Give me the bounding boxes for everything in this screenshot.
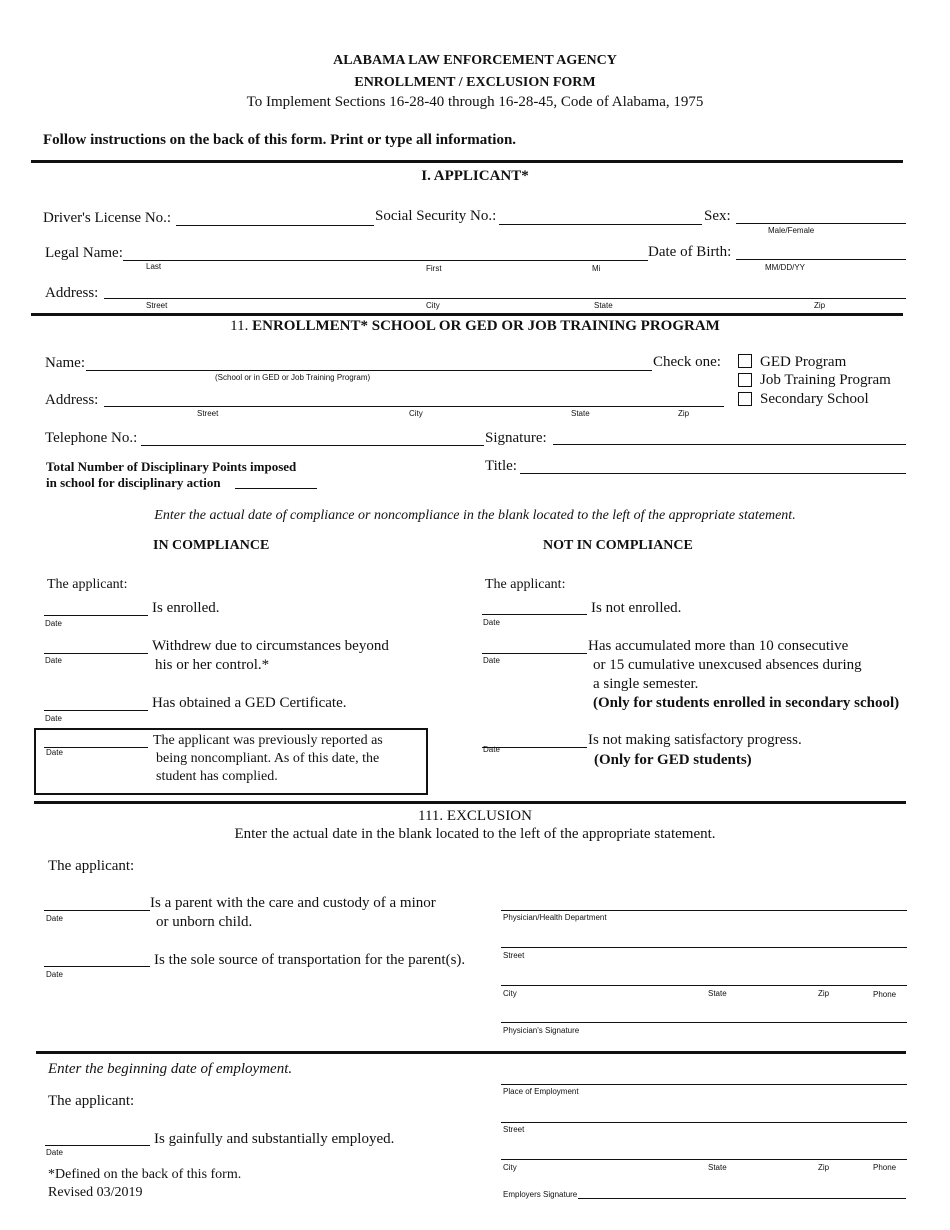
physician-phone-hint: Phone	[873, 990, 897, 999]
addr-state-hint: State	[594, 301, 613, 310]
physician-street-field[interactable]	[501, 947, 907, 948]
name-mi-hint: Mi	[592, 264, 601, 273]
dob-label: Date of Birth:	[648, 244, 732, 260]
ssn-label: Social Security No.:	[375, 208, 497, 224]
prev-noncompliant-label-3: student has complied.	[156, 769, 278, 784]
applicant-heading: I. APPLICANT*	[421, 168, 529, 184]
sex-label: Sex:	[704, 208, 731, 224]
physician-street-hint: Street	[503, 951, 525, 960]
physician-signature-hint: Physician's Signature	[503, 1026, 580, 1035]
exclusion-instruction: Enter the actual date in the blank located to the left of the appropriate statement.	[234, 826, 716, 842]
withdrew-date-field[interactable]	[44, 653, 148, 654]
drivers-license-label: Driver's License No.:	[43, 210, 172, 226]
sex-field[interactable]	[736, 223, 906, 224]
form-subtitle: To Implement Sections 16-28-40 through 16-28-45, Code of Alabama, 1975	[246, 94, 704, 110]
defined-note: *Defined on the back of this form.	[48, 1167, 242, 1182]
date-hint: Date	[46, 970, 63, 979]
employer-zip-hint: Zip	[818, 1163, 830, 1172]
employer-signature-hint: Employers Signature	[503, 1190, 578, 1199]
school-city-hint: City	[409, 409, 423, 418]
name-first-hint: First	[426, 264, 442, 273]
job-training-label: Job Training Program	[760, 372, 891, 388]
ic-applicant-label: The applicant:	[47, 577, 128, 592]
emp-applicant-label: The applicant:	[48, 1093, 135, 1109]
school-state-hint: State	[571, 409, 590, 418]
title-label: Title:	[485, 458, 517, 474]
signature-label: Signature:	[485, 430, 547, 446]
employment-instruction: Enter the beginning date of employment.	[48, 1061, 293, 1077]
school-address-field[interactable]	[104, 406, 724, 407]
date-hint: Date	[45, 656, 62, 665]
divider	[34, 801, 906, 804]
physician-hint: Physician/Health Department	[503, 913, 607, 922]
not-in-compliance-heading: NOT IN COMPLIANCE	[543, 538, 693, 553]
date-hint: Date	[483, 618, 500, 627]
prev-noncompliant-label-2: being noncompliant. As of this date, the	[156, 751, 380, 766]
form-instructions: Follow instructions on the back of this form. Print or type all information.	[43, 132, 517, 148]
school-name-label: Name:	[45, 355, 85, 371]
divider	[31, 313, 903, 316]
telephone-field[interactable]	[141, 445, 484, 446]
physician-signature-field[interactable]	[501, 1022, 907, 1023]
dob-field[interactable]	[736, 259, 906, 260]
not-enrolled-label: Is not enrolled.	[591, 600, 682, 616]
transport-label: Is the sole source of transportation for the parent(s).	[154, 952, 466, 968]
title-field[interactable]	[520, 473, 906, 474]
enrollment-heading: 11. ENROLLMENT* SCHOOL OR GED OR JOB TRAINING PROGRAM	[230, 318, 720, 334]
disciplinary-points-label: Total Number of Disciplinary Points imposed	[46, 459, 297, 474]
form-title: ENROLLMENT / EXCLUSION FORM	[354, 75, 596, 90]
prev-noncompliant-label: The applicant was previously reported as	[153, 733, 383, 748]
physician-state-hint: State	[708, 989, 727, 998]
address-field[interactable]	[104, 298, 906, 299]
withdrew-label-2: his or her control.*	[155, 657, 270, 673]
addr-zip-hint: Zip	[814, 301, 826, 310]
signature-field[interactable]	[553, 444, 906, 445]
employed-label: Is gainfully and substantially employed.	[154, 1131, 395, 1147]
dob-hint: MM/DD/YY	[765, 263, 805, 272]
date-hint: Date	[45, 714, 62, 723]
name-last-hint: Last	[146, 262, 162, 271]
ged-cert-date-field[interactable]	[44, 710, 148, 711]
legal-name-field[interactable]	[123, 260, 648, 261]
date-hint: Date	[483, 745, 500, 754]
employer-phone-hint: Phone	[873, 1163, 897, 1172]
addr-city-hint: City	[426, 301, 440, 310]
date-hint: Date	[483, 656, 500, 665]
parent-label-2: or unborn child.	[156, 914, 253, 930]
exclusion-heading: 111. EXCLUSION	[418, 808, 532, 824]
is-enrolled-date-field[interactable]	[44, 615, 148, 616]
school-street-hint: Street	[197, 409, 219, 418]
in-compliance-heading: IN COMPLIANCE	[153, 538, 270, 553]
secondary-school-label: Secondary School	[760, 391, 869, 407]
addr-street-hint: Street	[146, 301, 168, 310]
school-address-label: Address:	[45, 392, 99, 408]
absences-label-3: a single semester.	[593, 676, 699, 692]
progress-label: Is not making satisfactory progress.	[588, 732, 802, 748]
physician-zip-hint: Zip	[818, 989, 830, 998]
nic-applicant-label: The applicant:	[485, 577, 566, 592]
disciplinary-points-label-2: in school for disciplinary action	[46, 475, 221, 490]
secondary-school-checkbox[interactable]	[738, 392, 752, 406]
address-label: Address:	[45, 285, 99, 301]
parent-date-field[interactable]	[44, 910, 150, 911]
drivers-license-field[interactable]	[176, 225, 374, 226]
revised-date: Revised 03/2019	[48, 1185, 143, 1200]
place-employment-field[interactable]	[501, 1084, 907, 1085]
agency-title: ALABAMA LAW ENFORCEMENT AGENCY	[333, 53, 617, 68]
employed-date-field[interactable]	[45, 1145, 150, 1146]
employer-city-hint: City	[503, 1163, 517, 1172]
school-name-field[interactable]	[86, 370, 652, 371]
ged-program-label: GED Program	[760, 354, 847, 370]
physician-city-field[interactable]	[501, 985, 907, 986]
sex-hint: Male/Female	[768, 226, 815, 235]
disciplinary-points-field[interactable]	[235, 488, 317, 489]
employer-state-hint: State	[708, 1163, 727, 1172]
parent-label: Is a parent with the care and custody of a minor	[150, 895, 436, 911]
absences-note: (Only for students enrolled in secondary school)	[593, 695, 900, 711]
divider	[36, 1051, 906, 1054]
date-hint: Date	[45, 619, 62, 628]
progress-note: (Only for GED students)	[594, 752, 752, 768]
ged-cert-label: Has obtained a GED Certificate.	[152, 695, 347, 711]
employer-signature-field[interactable]	[578, 1198, 906, 1199]
employer-city-field[interactable]	[501, 1159, 907, 1160]
transport-date-field[interactable]	[44, 966, 150, 967]
legal-name-label: Legal Name:	[45, 245, 123, 261]
job-training-checkbox[interactable]	[738, 373, 752, 387]
absences-label: Has accumulated more than 10 consecutive	[588, 638, 849, 654]
physician-field[interactable]	[501, 910, 907, 911]
divider	[31, 160, 903, 163]
compliance-instruction: Enter the actual date of compliance or noncompliance in the blank located to the left of the appropriate statement.	[154, 508, 796, 523]
withdrew-label: Withdrew due to circumstances beyond	[152, 638, 389, 654]
telephone-label: Telephone No.:	[45, 430, 138, 446]
place-employment-hint: Place of Employment	[503, 1087, 579, 1096]
date-hint: Date	[46, 914, 63, 923]
date-hint: Date	[46, 748, 63, 757]
ssn-field[interactable]	[499, 224, 702, 225]
employer-street-field[interactable]	[501, 1122, 907, 1123]
absences-label-2: or 15 cumulative unexcused absences during	[593, 657, 862, 673]
absences-date-field[interactable]	[482, 653, 587, 654]
employer-street-hint: Street	[503, 1125, 525, 1134]
not-enrolled-date-field[interactable]	[482, 614, 587, 615]
date-hint: Date	[46, 1148, 63, 1157]
physician-city-hint: City	[503, 989, 517, 998]
is-enrolled-label: Is enrolled.	[152, 600, 220, 616]
ex-applicant-label: The applicant:	[48, 858, 135, 874]
school-zip-hint: Zip	[678, 409, 690, 418]
check-one-label: Check one:	[653, 354, 721, 370]
school-name-hint: (School or in GED or Job Training Program)	[215, 373, 371, 382]
ged-program-checkbox[interactable]	[738, 354, 752, 368]
